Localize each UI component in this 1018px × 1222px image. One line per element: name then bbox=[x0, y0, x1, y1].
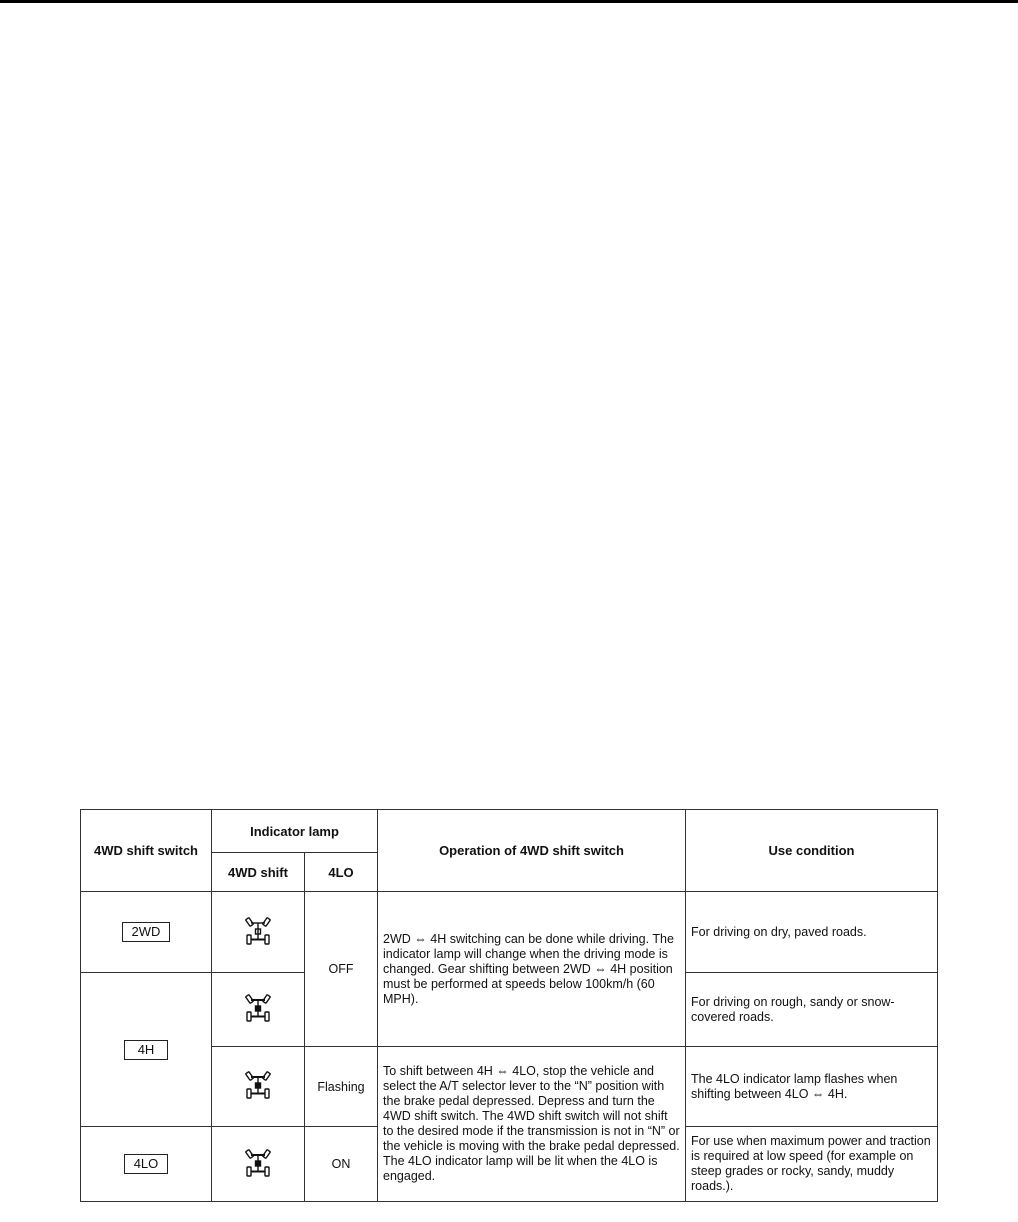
use-condition-4lo: For use when maximum power and traction is required at low speed (for example on steep grades or rocky, sandy, muddy roads.). bbox=[686, 1127, 938, 1202]
lamp-cell-2wd bbox=[212, 892, 305, 973]
use-condition-2wd: For driving on dry, paved roads. bbox=[686, 892, 938, 973]
4wd-drivetrain-icon bbox=[245, 1070, 271, 1100]
lamp-cell-4h bbox=[212, 973, 305, 1047]
operation-2wd-4h: 2WD ⇔ 4H switching can be done while driving. The indicator lamp will change when the driving mode is changed. Gear shifting between 2WD ⇔ 4H position must be performed at speeds below 100km/h (60 MPH). bbox=[378, 892, 686, 1047]
use-condition-flashing: The 4LO indicator lamp flashes when shifting between 4LO ⇔ 4H. bbox=[686, 1047, 938, 1127]
4wd-shift-table bbox=[80, 809, 938, 1202]
lamp-4lo-on: ON bbox=[305, 1127, 378, 1202]
switch-cell-4lo bbox=[81, 1127, 212, 1202]
header-4lo: 4LO bbox=[305, 853, 378, 892]
4wd-drivetrain-icon bbox=[245, 916, 271, 946]
header-operation: Operation of 4WD shift switch bbox=[378, 810, 686, 892]
header-4wd-shift: 4WD shift bbox=[212, 853, 305, 892]
lamp-4lo-flashing: Flashing bbox=[305, 1047, 378, 1127]
header-4wd-shift-switch: 4WD shift switch bbox=[81, 810, 212, 892]
lamp-cell-4lo bbox=[212, 1127, 305, 1202]
header-indicator-lamp: Indicator lamp bbox=[212, 810, 378, 853]
top-rule bbox=[0, 0, 1018, 3]
switch-4h-label: 4H bbox=[124, 1040, 168, 1060]
lamp-4lo-off: OFF bbox=[305, 892, 378, 1047]
switch-cell-2wd bbox=[81, 892, 212, 973]
switch-4lo-label: 4LO bbox=[124, 1154, 169, 1174]
operation-4h-4lo: To shift between 4H ⇔ 4LO, stop the vehicle and select the A/T selector lever to the “N” position with the brake pedal depressed. Depress and turn the 4WD shift switch. The 4WD shift switch will not shift to the desired mode if the transmission is not in “N” or the vehicle is moving with the brake pedal depressed. The 4LO indicator lamp will be lit when the 4LO is engaged. bbox=[378, 1047, 686, 1202]
4wd-drivetrain-icon bbox=[245, 993, 271, 1023]
lamp-cell-flashing bbox=[212, 1047, 305, 1127]
4wd-drivetrain-icon bbox=[245, 1148, 271, 1178]
header-use-condition: Use condition bbox=[686, 810, 938, 892]
switch-cell-4h bbox=[81, 973, 212, 1127]
switch-2wd-label: 2WD bbox=[122, 922, 171, 942]
use-condition-4h: For driving on rough, sandy or snow-covered roads. bbox=[686, 973, 938, 1047]
